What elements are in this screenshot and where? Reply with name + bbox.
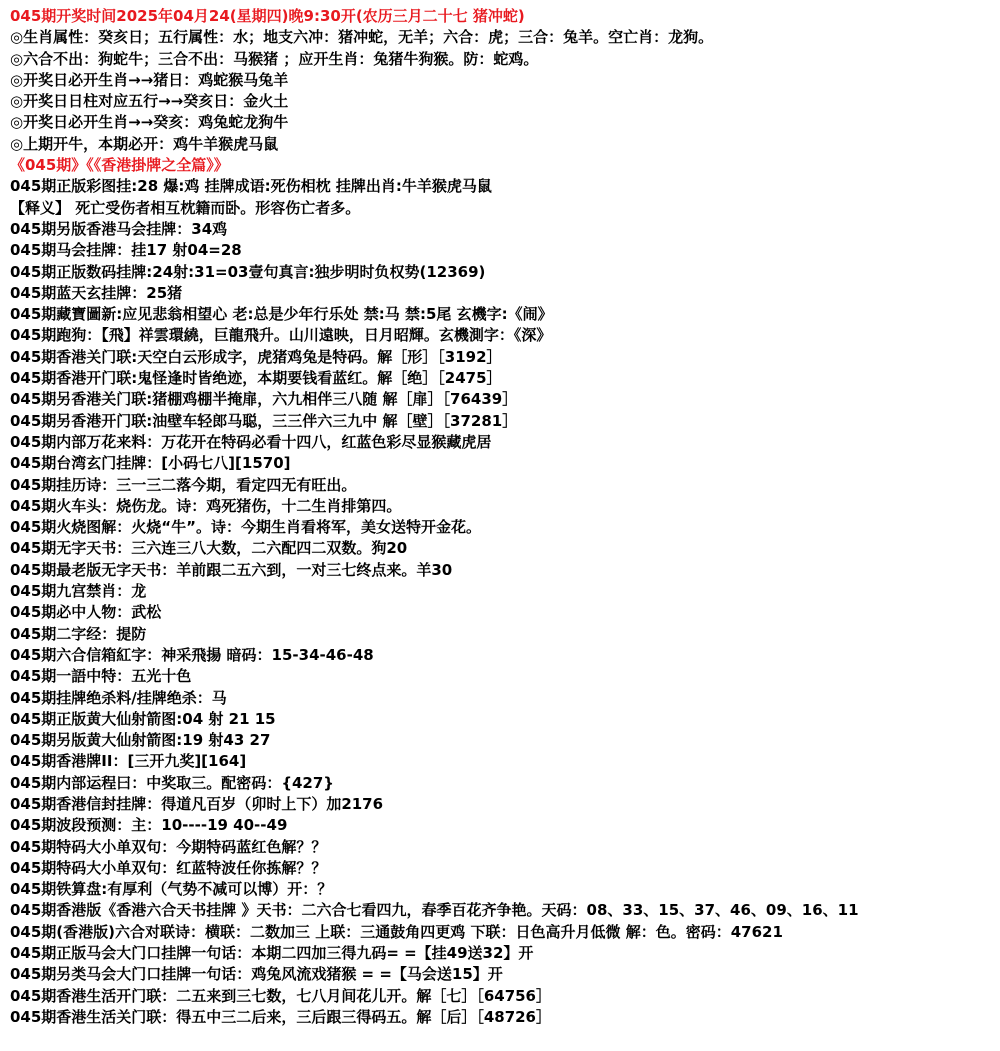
text-line: 045期波段预测：主：10----19 40--49 <box>10 816 288 835</box>
text-line: 045期香港开门联:鬼怪逢时皆绝迹，本期要钱看蓝红。解［绝］［2475］ <box>10 369 502 388</box>
text-line: 045期一語中特：五光十色 <box>10 667 192 686</box>
text-line: 045期香港关门联:天空白云形成字，虎猪鸡兔是特码。解［形］［3192］ <box>10 347 502 366</box>
text-line: 045期二字经：提防 <box>10 624 147 643</box>
text-line: 045期内部运程曰：中奖取三。配密码：{427} <box>10 773 334 792</box>
text-line: 【释义】 死亡受伤者相互枕籍而卧。形容伤亡者多。 <box>10 198 361 217</box>
text-line: 045期另香港开门联:油壁车轻郎马聪，三三伴六三九中 解［壁］［37281］ <box>10 411 518 430</box>
text-line: 045期六合信箱紅字：神采飛揚 暗码：15-34-46-48 <box>10 645 374 664</box>
text-line: 045期香港版《香港六合天书挂牌 》天书：二六合七看四九，春季百花齐争艳。天码：08、33、15、37、46、09、16、11 <box>10 901 859 920</box>
text-line: 045期正版马会大门口挂牌一句话：本期二四加三得九码= =【挂49送32】开 <box>10 944 534 963</box>
text-line: 045期(香港版)六合对联诗：横联：二数加三 上联：三通鼓角四更鸡 下联：日色高升月低微 解：色。密码：47621 <box>10 922 783 941</box>
text-line: 045期最老版无字天书：羊前跟二五六到，一对三七终点来。羊30 <box>10 560 453 579</box>
text-line: 045期另香港关门联:猪棚鸡棚半掩扉，六九相伴三八随 解［扉］［76439］ <box>10 390 518 409</box>
heading-line: 《045期》《《香港掛牌之全篇》》 <box>10 156 229 175</box>
text-line: 045期火烧图解：火烧“牛”。诗：今期生肖看将军，美女送特开金花。 <box>10 518 482 537</box>
text-line: 045期特码大小单双句：红蓝特波任你拣解？？ <box>10 858 327 877</box>
text-line: 045期香港生活关门联：得五中三二后来，三后跟三得码五。解［后］［48726］ <box>10 1007 551 1026</box>
text-line: 045期香港牌II：[三开九奖][164] <box>10 752 247 771</box>
text-line: 045期九宫禁肖：龙 <box>10 582 147 601</box>
text-line: ◎上期开牛，本期必开：鸡牛羊猴虎马鼠 <box>10 134 279 153</box>
text-line: 045期正版数码挂牌:24射:31=03壹句真言:独步明时负权势(12369) <box>10 262 486 281</box>
text-line: 045期马会挂牌：挂17 射04=28 <box>10 241 242 260</box>
text-line: 045期跑狗：【飛】祥雲環繞，巨龍飛升。山川遠映，日月昭輝。玄機測字：《深》 <box>10 326 552 345</box>
text-line: ◎六合不出：狗蛇牛；三合不出：马猴猪 ；应开生肖：兔猪牛狗猴。防：蛇鸡。 <box>10 49 539 68</box>
text-line: 045期挂历诗：三一三二落今期，看定四无有旺出。 <box>10 475 357 494</box>
text-line: ◎开奖日必开生肖→→癸亥：鸡兔蛇龙狗牛 <box>10 113 289 132</box>
text-line: 045期另版香港马会挂牌：34鸡 <box>10 219 228 238</box>
text-line: ◎开奖日日柱对应五行→→癸亥日：金火土 <box>10 92 289 111</box>
text-line: 045期藏寶圖新:应见悲翁相望心 老:总是少年行乐处 禁:马 禁:5尾 玄機字:《闹》 <box>10 305 553 324</box>
text-line: 045期另版黄大仙射箭图:19 射43 27 <box>10 731 271 750</box>
text-line: 045期正版黄大仙射箭图:04 射 21 15 <box>10 709 276 728</box>
heading-line: 045期开奖时间2025年04月24(星期四)晚9:30开(农历三月二十七 猪冲蛇) <box>10 7 525 25</box>
text-line: 045期台湾玄门挂牌：[小码七八][1570] <box>10 454 291 473</box>
text-line: 045期铁算盘:有厚利（气势不减可以博）开：？ <box>10 880 333 899</box>
text-line: 045期香港生活开门联：二五来到三七数，七八月间花儿开。解［七］［64756］ <box>10 986 551 1005</box>
text-line: 045期香港信封挂牌：得道凡百岁（卯时上下）加2176 <box>10 794 384 813</box>
text-line: 045期挂牌绝杀料/挂牌绝杀：马 <box>10 688 227 707</box>
text-line: 045期内部万花来料：万花开在特码必看十四八，红蓝色彩尽显猴藏虎居 <box>10 432 492 451</box>
text-line: 045期特码大小单双句：今期特码蓝红色解？？ <box>10 837 327 856</box>
text-line: 045期蓝天玄挂牌：25猪 <box>10 283 183 302</box>
text-line: 045期另类马会大门口挂牌一句话：鸡兔风流戏猪猴 = =【马会送15】开 <box>10 965 503 984</box>
text-line: 045期无字天书：三六连三八大数，二六配四二双数。狗20 <box>10 539 408 558</box>
text-line: 045期火车头：烧伤龙。诗：鸡死猪伤，十二生肖排第四。 <box>10 496 402 515</box>
text-line: 045期必中人物：武松 <box>10 603 162 622</box>
text-line: ◎生肖属性：癸亥日；五行属性：水；地支六冲：猪冲蛇，无羊；六合：虎；三合：兔羊。空亡肖：龙狗。 <box>10 28 714 47</box>
text-line: 045期正版彩图挂:28 爆:鸡 挂牌成语:死伤相枕 挂牌出肖:牛羊猴虎马鼠 <box>10 177 492 196</box>
text-line: ◎开奖日必开生肖→→猪日：鸡蛇猴马兔羊 <box>10 70 289 89</box>
